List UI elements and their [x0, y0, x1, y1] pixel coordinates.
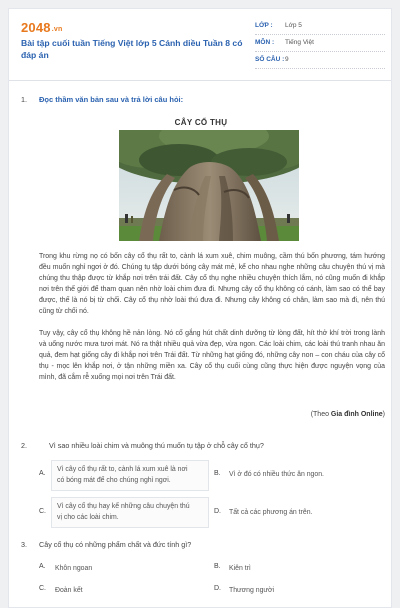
option-letter[interactable]: D.: [214, 585, 221, 592]
question-1-instruction: Đọc thầm văn bản sau và trả lời câu hỏi:: [39, 95, 184, 104]
meta-key: SỐ CÂU :: [255, 56, 285, 63]
meta-key: LỚP :: [255, 22, 273, 29]
meta-row-count: [255, 52, 385, 69]
option-letter[interactable]: C.: [39, 585, 46, 592]
worksheet-header: [9, 9, 392, 81]
option-text[interactable]: Tất cả các phương án trên.: [229, 509, 313, 516]
document-title: Bài tập cuối tuần Tiếng Việt lớp 5 Cánh diều Tuần 8 có đáp án: [21, 38, 243, 60]
option-text: có bóng mát để cho chúng nghỉ ngơi.: [57, 477, 171, 484]
option-letter[interactable]: B.: [214, 563, 221, 570]
worksheet-page: [8, 8, 392, 608]
option-letter[interactable]: A.: [39, 563, 46, 570]
option-text[interactable]: Kiên trì: [229, 565, 251, 572]
story-paragraph: Tuy vậy, cây cổ thụ không hề nản lòng. Nó cố gắng hút chất dinh dưỡng từ lòng đất, hít thở khí trời trong lành và uống nước mưa tươi mát. Nó ra thật nhiều quả vừa đẹp, vừa ngon. Các loài chim, các loài thú tranh nhau ăn quả, đem hạt giống cây đi khắp nơi trên Trái đất. Từ những hạt giống đó, những cây non – con cháu của cây cổ thụ - mọc lên khắp nơi, ở tận những miền xa. Cây cổ thụ cuối cùng cũng thực hiện được nguyện vọng của mình, đã cắm rễ xuống mọi nơi trên Trái đất.: [39, 330, 385, 382]
option-text[interactable]: Vì ở đó có nhiều thức ăn ngon.: [229, 471, 324, 478]
option-text: vị cho các loài chim.: [57, 514, 119, 521]
meta-value: Tiếng Việt: [285, 39, 314, 46]
option-text: Vì cây cổ thụ hay kể những câu chuyện thú: [57, 503, 190, 510]
banyan-tree-photo: [119, 130, 299, 241]
story-source: [39, 411, 385, 418]
option-text[interactable]: Thương người: [229, 587, 275, 594]
source-prefix: (Theo: [310, 411, 331, 418]
story-title: CÂY CỔ THỤ: [174, 118, 228, 127]
meta-value: 9: [285, 56, 289, 63]
logo-tld: .vn: [51, 26, 63, 33]
option-letter: A.: [39, 470, 46, 477]
source-suffix: ): [382, 411, 385, 418]
meta-row-subject: [255, 35, 385, 52]
option-letter[interactable]: D.: [214, 508, 221, 515]
site-logo[interactable]: [21, 20, 62, 35]
question-2-text: Vì sao nhiều loài chim và muông thú muốn tụ tập ở chỗ cây cổ thụ?: [49, 441, 264, 450]
question-number: 1.: [21, 95, 27, 104]
meta-row-grade: [255, 18, 385, 35]
meta-value: Lớp 5: [285, 22, 302, 29]
option-letter: C.: [39, 508, 46, 515]
source-name: Gia đình Online: [330, 411, 383, 418]
meta-key: MÔN :: [255, 39, 275, 46]
option-text: Vì cây cổ thụ rất to, cành lá xum xuê là nơi: [57, 466, 188, 473]
question-3-text: Cây cổ thụ có những phẩm chất và đức tính gì?: [39, 540, 192, 549]
meta-table: [255, 18, 385, 69]
option-text[interactable]: Khôn ngoan: [55, 565, 93, 572]
option-text[interactable]: Đoàn kết: [55, 587, 83, 594]
story-paragraph: Trong khu rừng nọ có bốn cây cổ thụ rất to, cành lá xum xuê, chim muông, cầm thú bốn phương, tám hướng đều muốn nghỉ ngơi ở đó. Chúng tụ tập dưới bóng cây mát mẻ, kể cho nhau nghe những câu chuyện thú vị mà chúng thu thập được từ khắp nơi trên trái đất. Cây cổ thụ nghe nhiều chuyện thích lắm, nó cũng muốn đi khắp nơi trên thế giới để tham quan nên nhờ loài chim đưa đi. Nhưng cây cổ thụ không có cánh, làm sao có thể bay được, thế là nó bị từ chối. Cây cổ thụ nhờ loài thú đưa đi. Nhưng cây không có chân, làm sao mà đi, nên thú cũng từ chối nó.: [39, 253, 385, 316]
question-number: 2.: [21, 441, 27, 450]
logo-text: 2048: [21, 20, 51, 35]
question-number: 3.: [21, 540, 27, 549]
option-letter[interactable]: B.: [214, 470, 221, 477]
